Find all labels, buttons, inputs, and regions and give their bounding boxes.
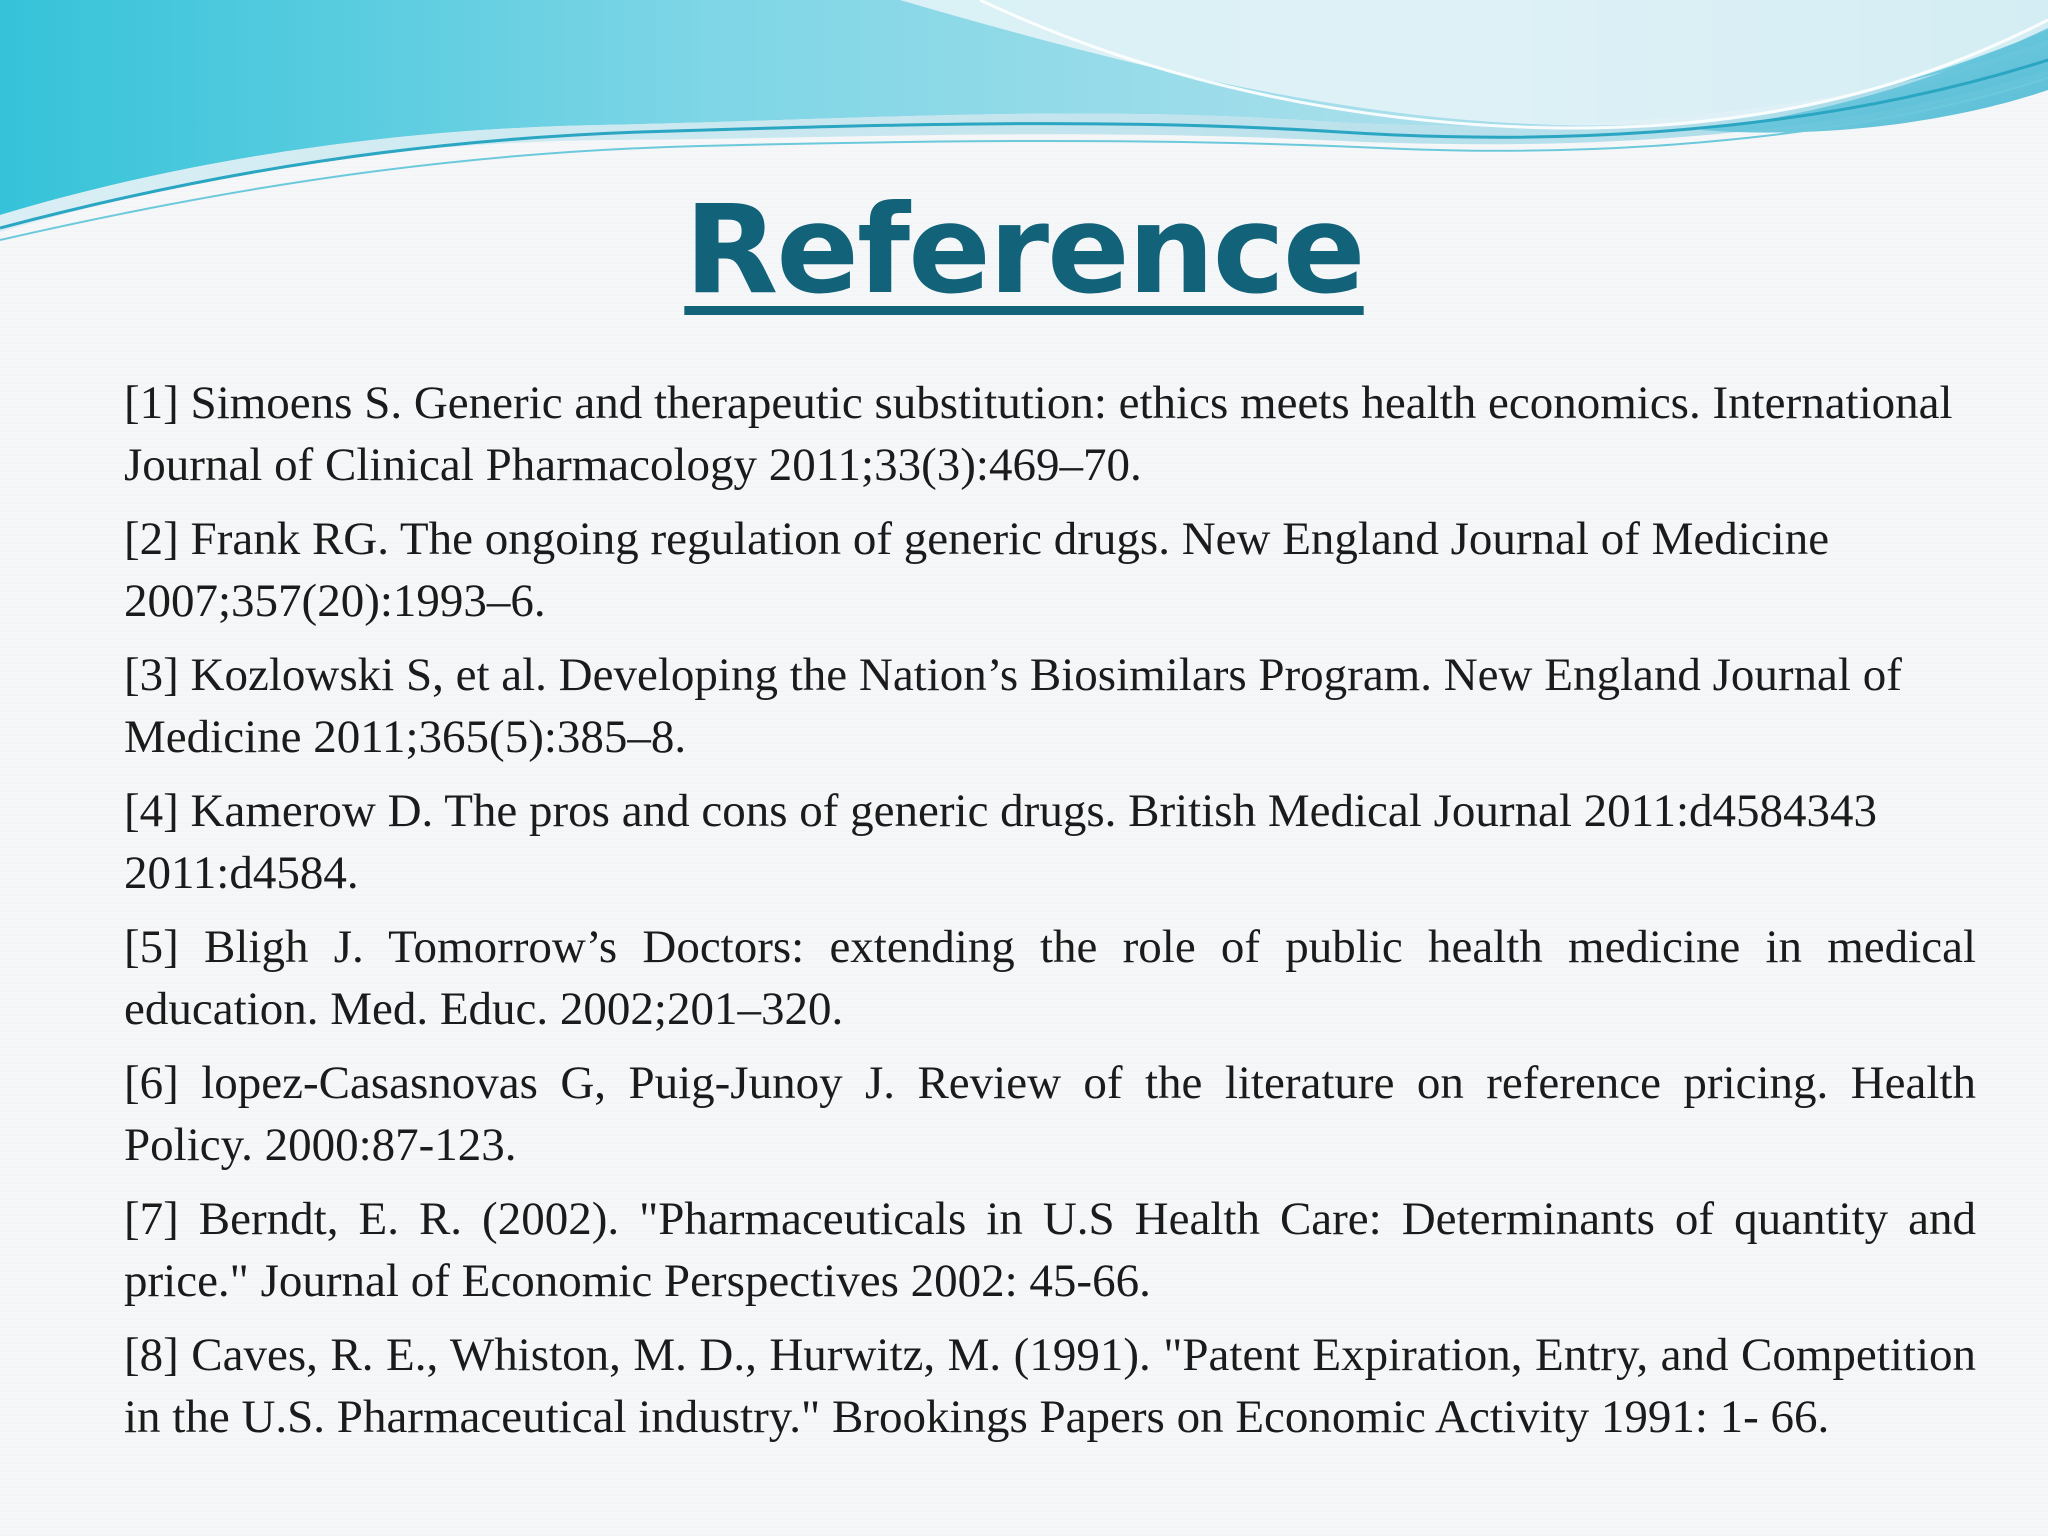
- slide-title: [0, 179, 2048, 321]
- reference-item-4: [4] Kamerow D. The pros and cons of generic drugs. British Medical Journal 2011:d4584343 2011:d4584.: [124, 785, 1877, 899]
- reference-item-2: [2] Frank RG. The ongoing regulation of generic drugs. New England Journal of Medicine 2007;357(20):1993–6.: [124, 513, 1830, 627]
- reference-item-5: [5] Bligh J. Tomorrow’s Doctors: extending the role of public health medicine in medical education. Med. Educ. 2002;201–320.: [124, 921, 1976, 1035]
- reference-item-7: [7] Berndt, E. R. (2002). "Pharmaceuticals in U.S Health Care: Determinants of quantity and price." Journal of Economic Perspectives 2002: 45-66.: [124, 1193, 1976, 1307]
- reference-list: [124, 372, 1976, 1460]
- reference-item-8: [8] Caves, R. E., Whiston, M. D., Hurwitz, M. (1991). "Patent Expiration, Entry, and Competition in the U.S. Pharmaceutical industry." Brookings Papers on Economic Activity 1991: 1- 66.: [124, 1329, 1976, 1443]
- slide-title-text: Reference: [684, 179, 1364, 321]
- reference-item-3: [3] Kozlowski S, et al. Developing the Nation’s Biosimilars Program. New England Journal of Medicine 2011;365(5):385–8.: [124, 649, 1902, 763]
- reference-item-6: [6] lopez-Casasnovas G, Puig-Junoy J. Review of the literature on reference pricing. Health Policy. 2000:87-123.: [124, 1057, 1976, 1171]
- reference-item-1: [1] Simoens S. Generic and therapeutic substitution: ethics meets health economics. International Journal of Clinical Pharmacology 2011;33(3):469–70.: [124, 377, 1953, 491]
